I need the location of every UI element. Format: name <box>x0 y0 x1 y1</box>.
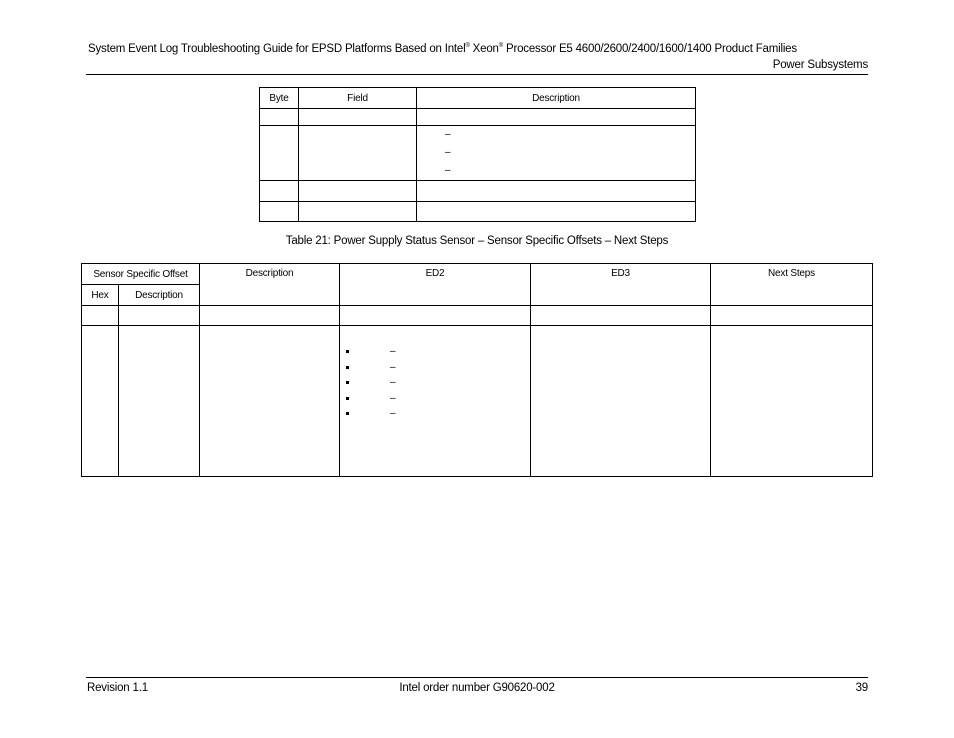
footer-order-number: Intel order number G90620-002 <box>399 682 555 694</box>
event-data-table <box>259 87 696 222</box>
col-header-byte: Byte <box>260 88 299 109</box>
header-title-xeon: Xeon <box>469 43 499 55</box>
col-header-ed3: ED3 <box>531 264 711 306</box>
cell-offset-description <box>119 326 200 477</box>
sensor-offsets-table <box>81 263 873 477</box>
square-bullet-icon <box>346 350 349 353</box>
square-bullet-icon <box>346 366 349 369</box>
list-item-text: – <box>390 377 396 388</box>
registered-mark: ® <box>465 43 470 50</box>
cell-description <box>417 202 696 222</box>
list-item <box>346 360 530 376</box>
list-item <box>346 344 530 360</box>
cell-byte <box>260 181 299 202</box>
list-item: – <box>445 147 451 158</box>
col-header-next-steps: Next Steps <box>711 264 873 306</box>
cell-next-steps <box>711 306 873 326</box>
table-header-row <box>260 88 696 109</box>
header-section-name: Power Subsystems <box>772 59 868 71</box>
cell-hex <box>82 306 119 326</box>
header-title-text: System Event Log Troubleshooting Guide for EPSD Platforms Based on Intel <box>88 43 466 55</box>
col-header-ed2: ED2 <box>340 264 531 306</box>
col-header-description: Description <box>200 264 340 306</box>
list-item <box>346 375 530 391</box>
cell-offset-description <box>119 306 200 326</box>
cell-field <box>299 109 417 126</box>
list-item: – <box>445 165 451 176</box>
list-item-text: – <box>390 361 396 373</box>
dash-list <box>417 126 695 180</box>
col-header-hex: Hex <box>82 285 119 306</box>
list-item: – <box>445 129 451 140</box>
table-caption: Table 21: Power Supply Status Sensor – Sensor Specific Offsets – Next Steps <box>285 235 669 247</box>
cell-field <box>299 202 417 222</box>
list-item <box>346 391 530 407</box>
list-item <box>346 406 530 422</box>
list-item-text: – <box>390 392 396 404</box>
square-bullet-icon <box>346 397 349 400</box>
cell-byte <box>260 126 299 181</box>
bullet-list <box>340 344 530 422</box>
cell-ed3 <box>531 306 711 326</box>
table-row <box>82 326 873 477</box>
table-row <box>82 306 873 326</box>
col-header-description: Description <box>417 88 696 109</box>
cell-ed3 <box>531 326 711 477</box>
cell-field <box>299 126 417 181</box>
col-header-field: Field <box>299 88 417 109</box>
header-title-text-end: Processor E5 4600/2600/2400/1600/1400 Product Families <box>502 43 797 55</box>
cell-ed2 <box>340 326 531 477</box>
cell-field <box>299 181 417 202</box>
cell-description <box>417 181 696 202</box>
document-header-title <box>88 43 797 55</box>
table-row <box>260 202 696 222</box>
cell-ed2 <box>340 306 531 326</box>
table-row <box>260 109 696 126</box>
col-header-sensor-specific-offset: Sensor Specific Offset <box>82 264 200 285</box>
col-header-offset-description: Description <box>119 285 200 306</box>
header-rule <box>86 74 868 75</box>
footer-rule <box>86 677 868 678</box>
table-row <box>260 181 696 202</box>
registered-mark: ® <box>498 43 503 50</box>
cell-next-steps <box>711 326 873 477</box>
footer-revision: Revision 1.1 <box>87 682 148 694</box>
list-item-text: – <box>390 408 396 419</box>
footer-page-number: 39 <box>855 682 868 694</box>
square-bullet-icon <box>346 412 349 415</box>
cell-description <box>200 306 340 326</box>
square-bullet-icon <box>346 381 349 384</box>
table-header-row <box>82 264 873 285</box>
table-row <box>260 126 696 181</box>
list-item-text: – <box>390 346 396 357</box>
cell-description <box>417 126 696 181</box>
cell-byte <box>260 202 299 222</box>
cell-hex <box>82 326 119 477</box>
cell-byte <box>260 109 299 126</box>
cell-description <box>200 326 340 477</box>
cell-description <box>417 109 696 126</box>
